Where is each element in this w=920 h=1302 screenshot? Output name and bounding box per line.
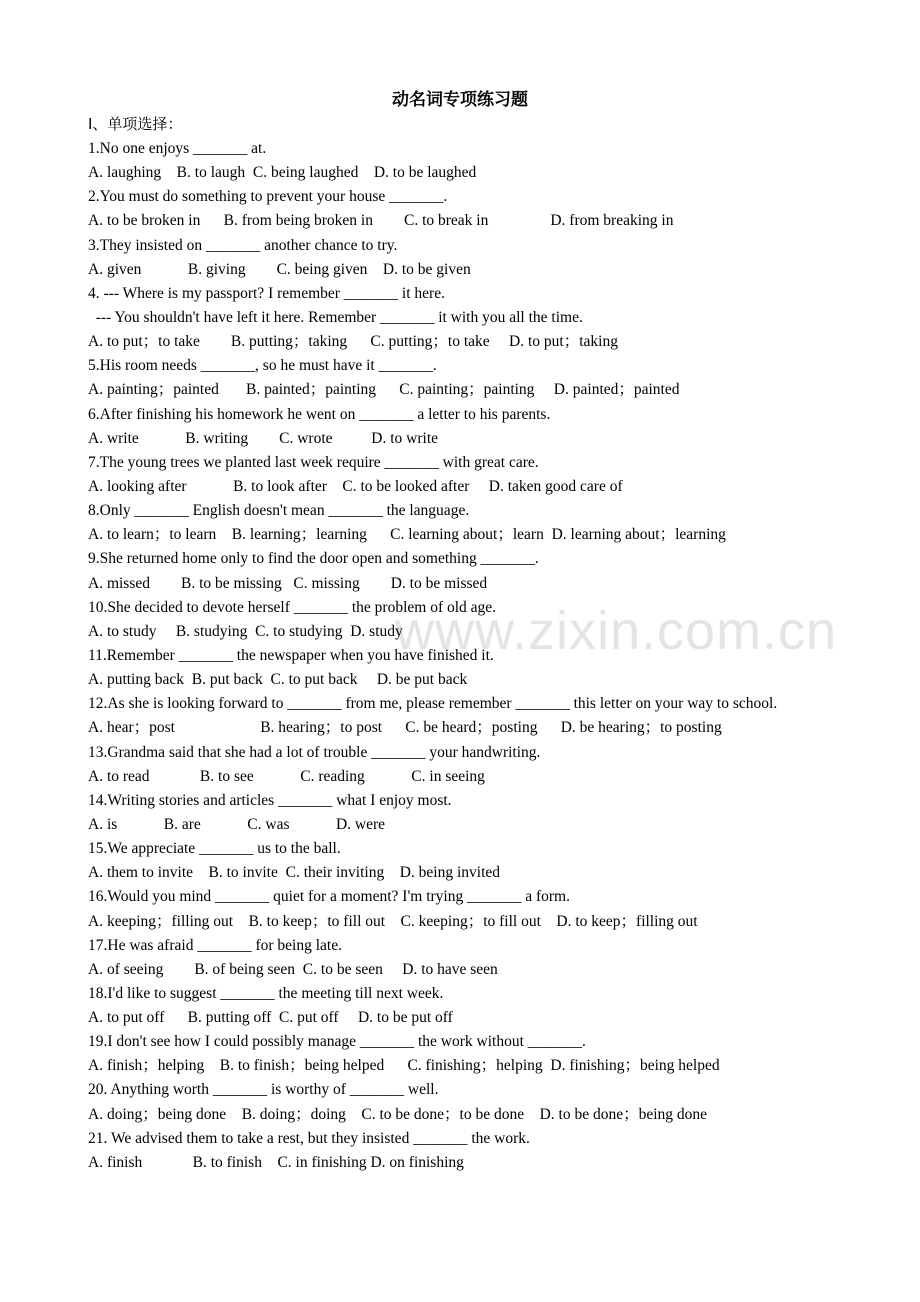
question-line: 8.Only _______ English doesn't mean _______ the language. xyxy=(88,502,470,520)
question-line: 13.Grandma said that she had a lot of trouble _______ your handwriting. xyxy=(88,743,541,761)
question-line: 15.We appreciate _______ us to the ball. xyxy=(88,840,341,858)
question-line: 19.I don't see how I could possibly manage _______ the work without _______. xyxy=(88,1033,586,1051)
answer-options-line: A. of seeing B. of being seen C. to be seen D. to have seen xyxy=(88,960,498,978)
answer-options-line: A. laughing B. to laugh C. being laughed D. to be laughed xyxy=(88,164,477,182)
question-line: 9.She returned home only to find the door open and something _______. xyxy=(88,550,539,568)
question-line: 5.His room needs _______, so he must have it _______. xyxy=(88,357,437,375)
question-line: 12.As she is looking forward to _______ from me, please remember _______ this letter on your way to school. xyxy=(88,695,778,713)
question-line: 14.Writing stories and articles _______ what I enjoy most. xyxy=(88,791,452,809)
answer-options-line: A. is B. are C. was D. were xyxy=(88,815,386,833)
answer-options-line: A. hear；post B. hearing；to post C. be heard；posting D. be hearing；to posting xyxy=(88,719,722,737)
question-line: 4. --- Where is my passport? I remember _______ it here. xyxy=(88,284,445,302)
question-list xyxy=(88,137,868,1175)
answer-options-line: A. to put；to take B. putting；taking C. putting；to take D. to put；taking xyxy=(88,333,618,351)
page-title: 动名词专项练习题 xyxy=(392,90,528,110)
answer-options-line: A. missed B. to be missing C. missing D. to be missed xyxy=(88,574,488,592)
question-line: 3.They insisted on _______ another chance to try. xyxy=(88,236,398,254)
answer-options-line: A. to be broken in B. from being broken in C. to break in D. from breaking in xyxy=(88,212,674,230)
question-line: 16.Would you mind _______ quiet for a moment? I'm trying _______ a form. xyxy=(88,888,570,906)
question-line: --- You shouldn't have left it here. Remember _______ it with you all the time. xyxy=(88,308,583,326)
question-line: 7.The young trees we planted last week require _______ with great care. xyxy=(88,453,539,471)
question-line: 21. We advised them to take a rest, but they insisted _______ the work. xyxy=(88,1129,530,1147)
answer-options-line: A. putting back B. put back C. to put back D. be put back xyxy=(88,671,468,689)
question-line: 11.Remember _______ the newspaper when you have finished it. xyxy=(88,646,494,664)
answer-options-line: A. to study B. studying C. to studying D. study xyxy=(88,622,403,640)
question-line: 20. Anything worth _______ is worthy of _______ well. xyxy=(88,1081,439,1099)
answer-options-line: A. them to invite B. to invite C. their inviting D. being invited xyxy=(88,864,501,882)
answer-options-line: A. looking after B. to look after C. to be looked after D. taken good care of xyxy=(88,477,623,495)
answer-options-line: A. write B. writing C. wrote D. to write xyxy=(88,429,439,447)
answer-options-line: A. finish；helping B. to finish；being helped C. finishing；helping D. finishing；being helped xyxy=(88,1057,720,1075)
answer-options-line: A. keeping；filling out B. to keep；to fill out C. keeping；to fill out D. to keep；filling out xyxy=(88,912,698,930)
answer-options-line: A. given B. giving C. being given D. to be given xyxy=(88,260,471,278)
answer-options-line: A. to read B. to see C. reading C. in seeing xyxy=(88,767,485,785)
answer-options-line: A. painting；painted B. painted；painting C. painting；painting D. painted；painted xyxy=(88,381,680,399)
question-line: 6.After finishing his homework he went on _______ a letter to his parents. xyxy=(88,405,551,423)
question-line: 2.You must do something to prevent your house _______. xyxy=(88,188,448,206)
question-line: 18.I'd like to suggest _______ the meeting till next week. xyxy=(88,984,444,1002)
answer-options-line: A. finish B. to finish C. in finishing D. on finishing xyxy=(88,1153,464,1171)
question-line: 1.No one enjoys _______ at. xyxy=(88,140,267,157)
question-line: 10.She decided to devote herself _______ the problem of old age. xyxy=(88,598,497,616)
question-line: 17.He was afraid _______ for being late. xyxy=(88,936,342,954)
section-heading: Ⅰ、单项选择： xyxy=(88,115,183,133)
answer-options-line: A. to learn；to learn B. learning；learning C. learning about；learn D. learning about；learning xyxy=(88,526,726,544)
answer-options-line: A. to put off B. putting off C. put off D. to be put off xyxy=(88,1009,453,1027)
watermark: www.zixin.com.cn xyxy=(395,601,838,661)
answer-options-line: A. doing；being done B. doing；doing C. to be done；to be done D. to be done；being done xyxy=(88,1105,708,1123)
